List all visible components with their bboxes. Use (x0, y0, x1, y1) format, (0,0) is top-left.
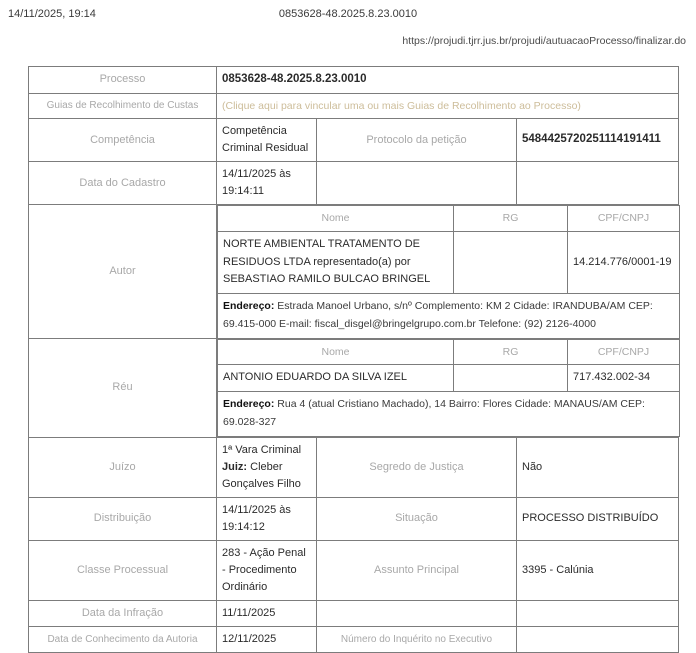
empty-cell (317, 162, 517, 205)
reu-party-table (217, 339, 680, 437)
party-data-row (218, 365, 680, 392)
label-autor: Autor (29, 205, 217, 339)
value-data-infracao: 11/11/2025 (217, 600, 317, 626)
table-row-data-infracao (29, 600, 679, 626)
table-row-processo (29, 67, 679, 94)
table-row-data-conhecimento (29, 627, 679, 653)
empty-cell (517, 600, 679, 626)
value-processo: 0853628-48.2025.8.23.0010 (217, 67, 679, 94)
column-header-rg: RG (454, 339, 568, 365)
column-header-nome: Nome (218, 339, 454, 365)
table-row-competencia (29, 119, 679, 162)
reu-endereco-cell (218, 391, 680, 436)
juizo-juiz-label: Juiz: (222, 460, 248, 473)
reu-nome: ANTONIO EDUARDO DA SILVA IZEL (218, 365, 454, 392)
label-protocolo-peticao: Protocolo da petição (317, 119, 517, 162)
label-distribuicao: Distribuição (29, 497, 217, 540)
table-row-classe-processual (29, 540, 679, 600)
reu-endereco-text: Rua 4 (atual Cristiano Machado), 14 Bairro: Flores Cidade: MANAUS/AM CEP: 69.028-327 (223, 397, 645, 428)
label-competencia: Competência (29, 119, 217, 162)
autor-nome: NORTE AMBIENTAL TRATAMENTO DE RESIDUOS LTDA representado(a) por SEBASTIAO RAMILO BULCAO BRINGEL (218, 232, 454, 294)
autor-endereco-label: Endereço: (223, 299, 275, 312)
value-segredo-justica: Não (517, 437, 679, 497)
juizo-vara: 1ª Vara Criminal (222, 443, 302, 456)
table-row-distribuicao (29, 497, 679, 540)
value-data-cadastro: 14/11/2025 às 19:14:11 (217, 162, 317, 205)
label-juizo: Juízo (29, 437, 217, 497)
column-header-rg: RG (454, 206, 568, 232)
empty-cell (317, 600, 517, 626)
print-date: 14/11/2025, 19:14 (8, 8, 96, 20)
value-numero-inquerito (517, 627, 679, 653)
column-header-nome: Nome (218, 206, 454, 232)
table-row-autor (29, 205, 679, 339)
label-situacao: Situação (317, 497, 517, 540)
reu-endereco-label: Endereço: (223, 397, 275, 410)
reu-rg (454, 365, 568, 392)
reu-party-host (217, 339, 679, 438)
party-address-row (218, 391, 680, 436)
autor-cpf-cnpj: 14.214.776/0001-19 (568, 232, 680, 294)
autor-endereco-cell (218, 293, 680, 338)
print-process-number: 0853628-48.2025.8.23.0010 (278, 8, 418, 20)
column-header-cpf-cnpj: CPF/CNPJ (568, 206, 680, 232)
label-classe-processual: Classe Processual (29, 540, 217, 600)
value-distribuicao: 14/11/2025 às 19:14:12 (217, 497, 317, 540)
print-header (0, 0, 696, 56)
value-situacao: PROCESSO DISTRIBUÍDO (517, 497, 679, 540)
empty-cell (517, 162, 679, 205)
reu-cpf-cnpj: 717.432.002-34 (568, 365, 680, 392)
value-competencia: Competência Criminal Residual (217, 119, 317, 162)
party-address-row (218, 293, 680, 338)
autor-endereco-text: Estrada Manoel Urbano, s/nº Complemento: KM 2 Cidade: IRANDUBA/AM CEP: 69.415-000 E-mail: fiscal_disgel@bringelgrupo.com.br Telefone: (92) 2126-4000 (223, 299, 653, 330)
autor-party-host (217, 205, 679, 339)
print-source-url: https://projudi.tjrr.jus.br/projudi/autuacaoProcesso/finalizar.do (402, 35, 686, 47)
label-guias-recolhimento: Guias de Recolhimento de Custas (29, 93, 217, 118)
table-row-data-cadastro (29, 162, 679, 205)
label-reu: Réu (29, 339, 217, 438)
table-row-juizo (29, 437, 679, 497)
value-protocolo-peticao: 5484425720251114191411 (517, 119, 679, 162)
table-row-reu (29, 339, 679, 438)
juizo-juiz-nome: Cleber Gonçalves Filho (222, 460, 301, 490)
label-numero-inquerito: Número do Inquérito no Executivo (317, 627, 517, 653)
party-data-row (218, 232, 680, 294)
party-header-row (218, 339, 680, 365)
label-processo: Processo (29, 67, 217, 94)
label-data-cadastro: Data do Cadastro (29, 162, 217, 205)
link-vincular-guias[interactable]: (Clique aqui para vincular uma ou mais Guias de Recolhimento ao Processo) (217, 93, 679, 118)
autor-rg (454, 232, 568, 294)
label-data-infracao: Data da Infração (29, 600, 217, 626)
label-segredo-justica: Segredo de Justiça (317, 437, 517, 497)
column-header-cpf-cnpj: CPF/CNPJ (568, 339, 680, 365)
label-assunto-principal: Assunto Principal (317, 540, 517, 600)
value-juizo (217, 437, 317, 497)
autor-party-table (217, 205, 680, 338)
table-row-guias (29, 93, 679, 118)
value-classe-processual: 283 - Ação Penal - Procedimento Ordinário (217, 540, 317, 600)
label-data-conhecimento-autoria: Data de Conhecimento da Autoria (29, 627, 217, 653)
party-header-row (218, 206, 680, 232)
value-data-conhecimento-autoria: 12/11/2025 (217, 627, 317, 653)
value-assunto-principal: 3395 - Calúnia (517, 540, 679, 600)
autuacao-table (28, 66, 679, 653)
